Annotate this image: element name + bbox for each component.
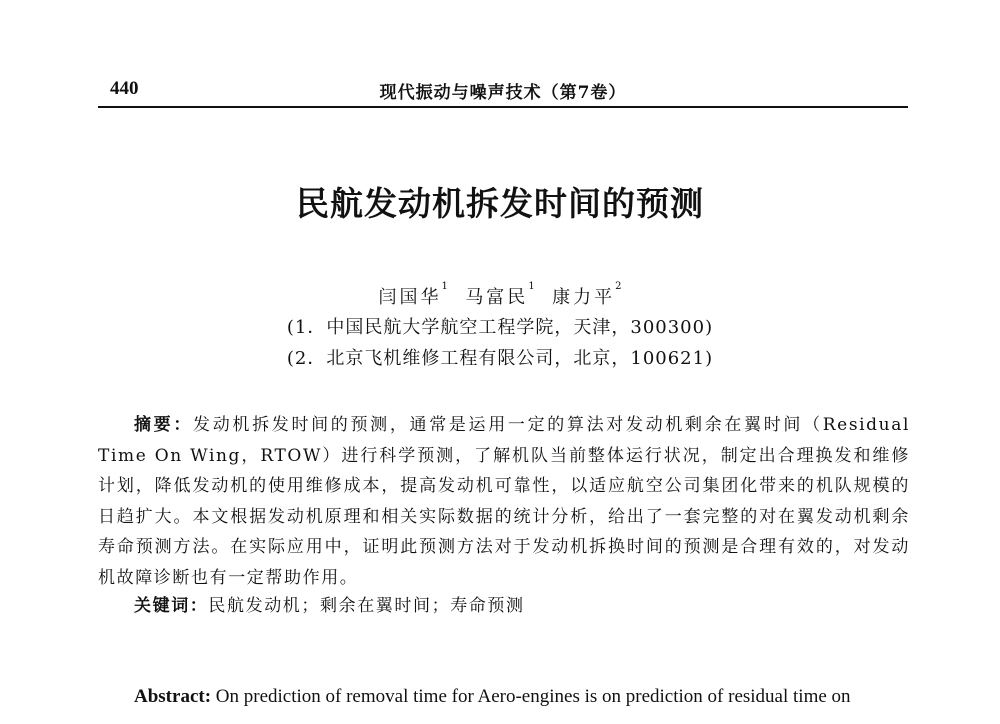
keywords (134, 591, 525, 616)
affiliation-mark: 1 (441, 281, 448, 292)
affiliation-mark: 1 (528, 281, 535, 292)
affiliation-2: (2．北京飞机维修工程有限公司，北京，100621) (286, 348, 714, 369)
english-abstract-text: On prediction of removal time for Aero-engines is on prediction of residual time on (215, 686, 851, 707)
abstract-text: 发动机拆发时间的预测，通常是运用一定的算法对发动机剩余在翼时间（Residual Time On Wing，RTOW）进行科学预测，了解机队当前整体运行状况，制定出合理换发和维修计划，降低发动机的使用维修成本，提高发动机可靠性，以适应航空公司集团化带来的机队规模的日趋扩大。本文根据发动机原理和相关实际数据的统计分析，给出了一套完整的对在翼发动机剩余寿命预测方法。在实际应用中，证明此预测方法对于发动机拆换时间的预测是合理有效的，对发动机故障诊断也有一定帮助作用。 (98, 415, 910, 588)
abstract-label: 摘要： (134, 415, 194, 435)
journal-title: 现代振动与噪声技术（第7卷） (379, 83, 627, 103)
author-list (0, 283, 1000, 309)
author-name: 闫国华 (378, 287, 442, 308)
author-name: 马富民 (465, 287, 529, 308)
paper-title: 民航发动机拆发时间的预测 (296, 184, 704, 223)
running-header (98, 70, 908, 108)
english-abstract: Abstract: On prediction of removal time for Aero-engines is on prediction of residual time on (134, 686, 851, 707)
english-abstract-label: Abstract (134, 686, 205, 707)
author-name: 康力平 (552, 287, 616, 308)
keywords-label: 关键词： (134, 596, 209, 616)
page-number: 440 (110, 78, 139, 99)
affiliation-1: (1．中国民航大学航空工程学院，天津，300300) (286, 317, 714, 338)
keywords-text: 民航发动机；剩余在翼时间；寿命预测 (208, 596, 525, 616)
chinese-abstract (98, 410, 910, 593)
affiliation-mark: 2 (615, 281, 622, 292)
